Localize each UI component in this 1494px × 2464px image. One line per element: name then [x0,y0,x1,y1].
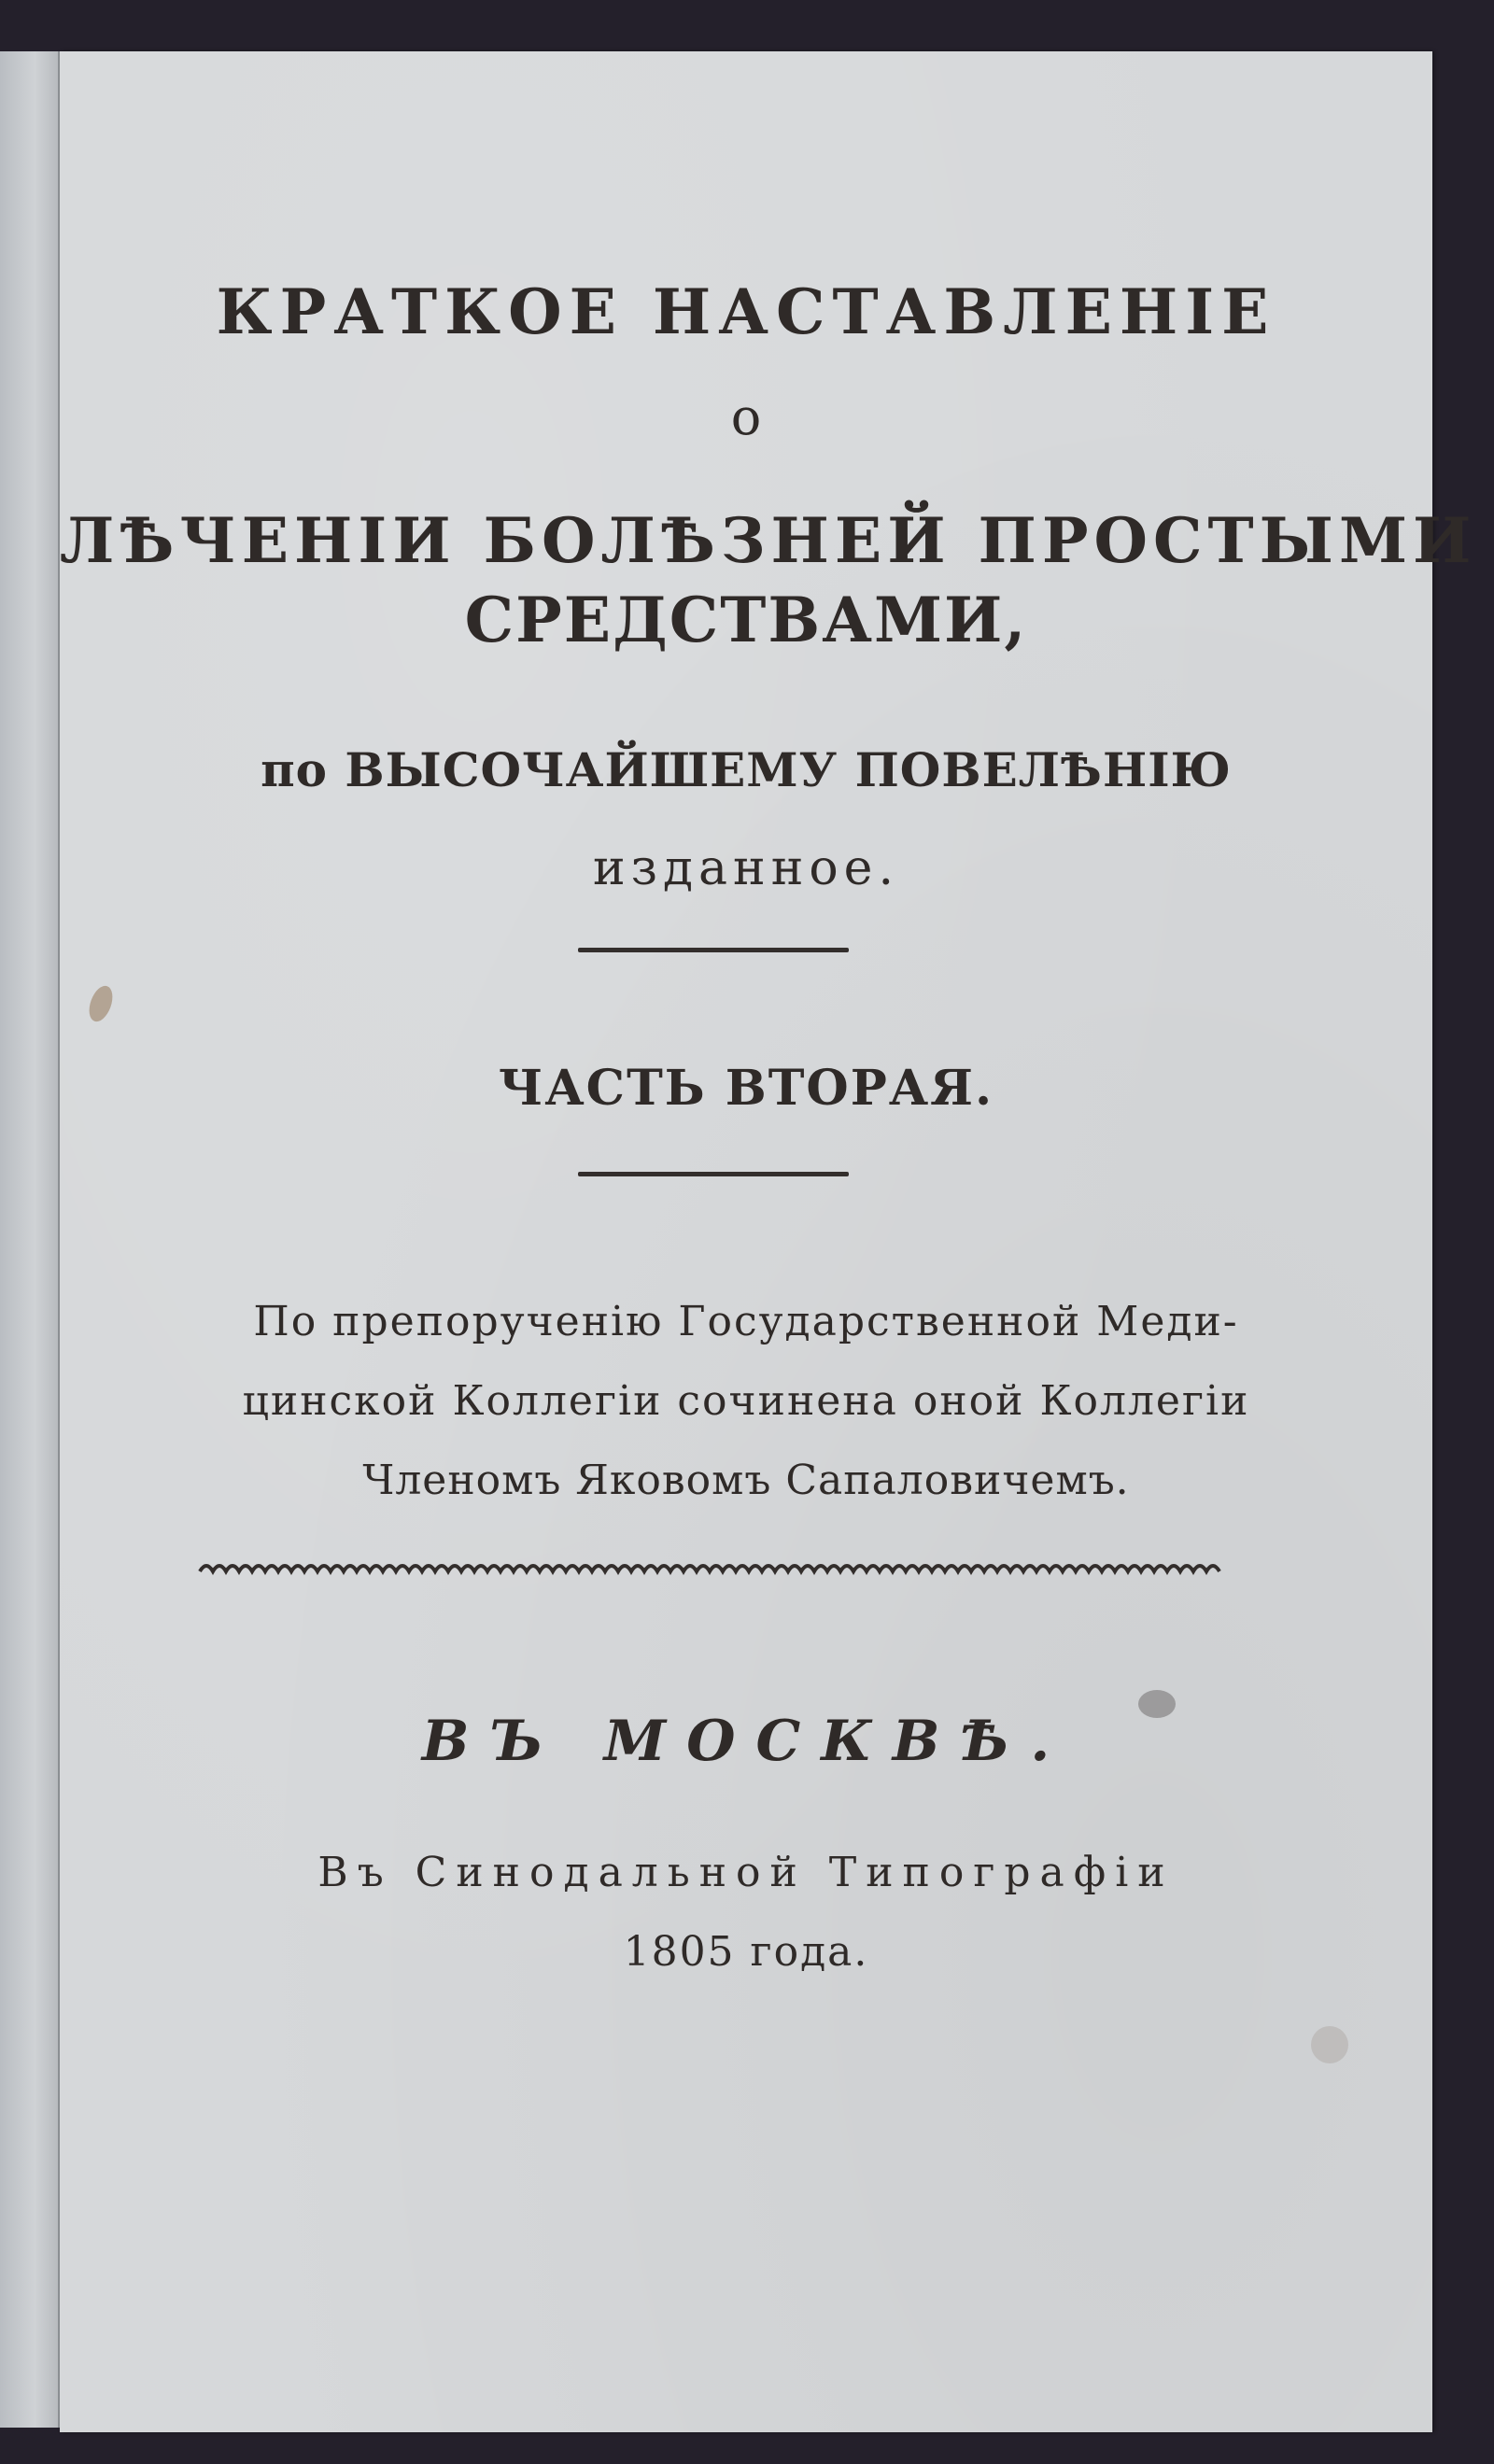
imprint-year: 1805 года. [623,1928,869,1976]
author-line-3: Членомъ Яковомъ Сапаловичемъ. [362,1457,1130,1504]
subtitle-line-1: по ВЫСОЧАЙШЕМУ ПОВЕЛѢНІЮ [261,742,1232,797]
imprint-printer: Въ Синодальной Типографіи [317,1849,1175,1896]
book-title-line-3: ЛѢЧЕНІИ БОЛѢЗНЕЙ ПРОСТЫМИ [60,504,1477,577]
author-line-2: цинской Коллегіи сочинена оной Коллегіи [242,1377,1250,1425]
previous-page-edge [0,51,60,2428]
author-line-1: По препорученію Государственной Меди- [253,1298,1239,1345]
divider-rule [578,948,849,952]
divider-rule [578,1172,849,1176]
imprint-place: ВЪ МОСКВѢ. [421,1709,1071,1774]
title-page [60,51,1477,2432]
part-heading: ЧАСТЬ ВТОРАЯ. [498,1060,994,1117]
subtitle-line-2: изданное. [593,840,899,896]
book-title-line-4: СРЕДСТВАМИ, [464,584,1028,656]
ornamental-wavy-rule [195,1553,1288,1590]
paper-stain [85,982,117,1024]
paper-stain [1138,1690,1176,1718]
book-title-line-2: о [730,387,762,446]
book-title-line-1: КРАТКОЕ НАСТАВЛЕНІЕ [216,275,1276,348]
paper-stain [1311,2026,1348,2063]
